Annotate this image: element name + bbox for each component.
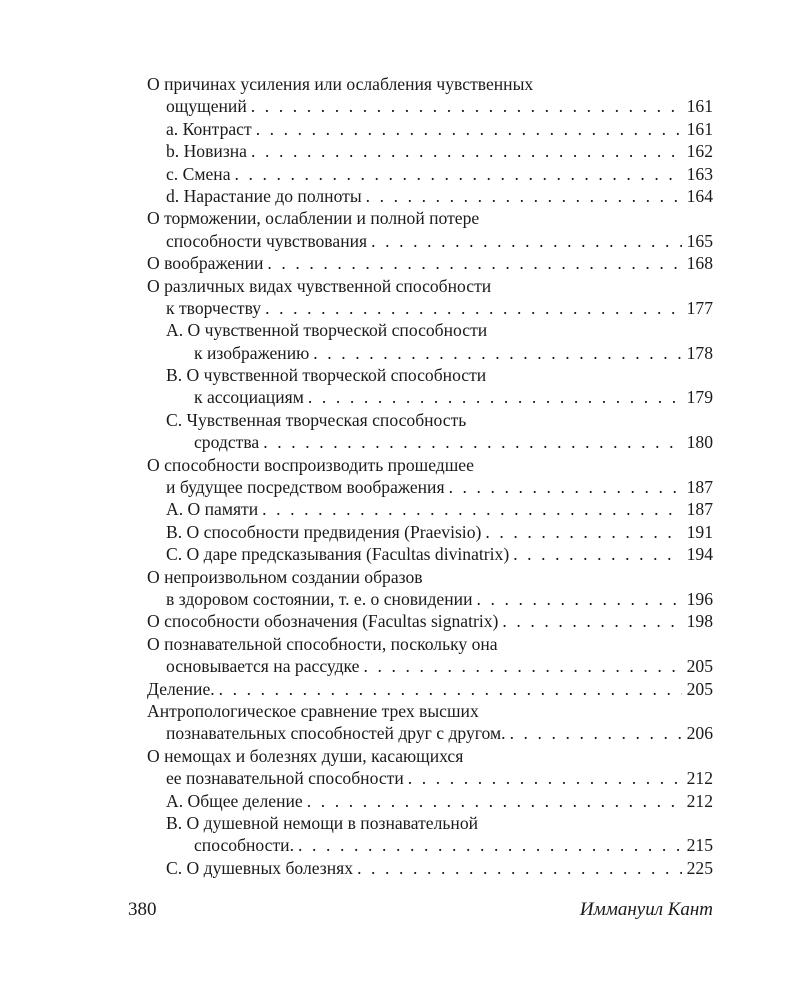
dot-leader (506, 722, 682, 744)
toc-entry-text: b. Новизна (166, 141, 247, 162)
toc-page-number: 180 (686, 432, 713, 453)
toc-line (147, 252, 713, 274)
dot-leader (367, 230, 682, 252)
page-number: 380 (128, 899, 157, 920)
toc-page-number: 161 (686, 96, 713, 117)
toc-entry-text: A. Общее деление (166, 790, 303, 811)
toc-entry-text: Антропологическое сравнение трех высших (147, 700, 479, 721)
toc-entry-text: способности чувствования (166, 230, 368, 251)
toc-entry-text: и будущее посредством воображения (166, 477, 445, 498)
toc-line (147, 588, 713, 610)
toc-entry-text: к изображению (194, 342, 310, 363)
toc-line (147, 230, 713, 252)
table-of-contents (147, 73, 713, 879)
dot-leader (247, 95, 682, 117)
toc-page-number: 178 (686, 342, 713, 363)
toc-entry-text: к творчеству (166, 297, 262, 318)
toc-line (147, 700, 713, 722)
dot-leader (359, 655, 682, 677)
dot-leader (404, 767, 682, 789)
dot-leader (304, 386, 682, 408)
toc-entry-text: способности. (194, 835, 294, 856)
toc-line (147, 857, 713, 879)
dot-leader (252, 118, 682, 140)
dot-leader (261, 297, 682, 319)
toc-line (147, 745, 713, 767)
toc-line (147, 431, 713, 453)
toc-page-number: 163 (686, 163, 713, 184)
toc-line (147, 722, 713, 744)
toc-page-number: 179 (686, 387, 713, 408)
dot-leader (445, 476, 682, 498)
toc-line (147, 521, 713, 543)
toc-page-number: 215 (686, 835, 713, 856)
toc-entry-text: C. Чувственная творческая способность (166, 409, 467, 430)
toc-entry-text: О торможении, ослаблении и полной потере (147, 208, 480, 229)
toc-line (147, 275, 713, 297)
toc-page-number: 191 (686, 521, 713, 542)
toc-page-number: 161 (686, 118, 713, 139)
dot-leader (362, 185, 682, 207)
toc-page-number: 164 (686, 185, 713, 206)
toc-line (147, 476, 713, 498)
toc-line (147, 364, 713, 386)
toc-entry-text: сродства (194, 432, 260, 453)
toc-line (147, 118, 713, 140)
toc-line (147, 73, 713, 95)
toc-page-number: 196 (686, 588, 713, 609)
dot-leader (353, 857, 682, 879)
toc-entry-text: О способности воспроизводить прошедшее (147, 454, 474, 475)
toc-line (147, 207, 713, 229)
toc-entry-text: к ассоциациям (194, 387, 304, 408)
toc-page-number: 168 (686, 253, 713, 274)
toc-page-number: 194 (686, 544, 713, 565)
toc-line (147, 543, 713, 565)
toc-page-number: 212 (686, 790, 713, 811)
toc-entry-text: в здоровом состоянии, т. е. о сновидении (166, 588, 473, 609)
toc-entry-text: О воображении (147, 253, 264, 274)
toc-line (147, 655, 713, 677)
toc-entry-text: c. Смена (166, 163, 231, 184)
toc-line (147, 834, 713, 856)
toc-entry-text: ощущений (166, 96, 247, 117)
dot-leader (498, 610, 682, 632)
toc-entry-text: Деление. (147, 678, 215, 699)
toc-line (147, 319, 713, 341)
toc-page-number: 198 (686, 611, 713, 632)
toc-line (147, 678, 713, 700)
toc-entry-text: О причинах усиления или ослабления чувственных (147, 74, 534, 94)
page-footer (128, 899, 713, 921)
toc-entry-text: A. О чувственной творческой способности (166, 320, 488, 341)
toc-entry-text: О непроизвольном создании образов (147, 566, 423, 587)
toc-line (147, 498, 713, 520)
toc-line (147, 790, 713, 812)
toc-page-number: 205 (686, 656, 713, 677)
toc-line (147, 342, 713, 364)
toc-line (147, 566, 713, 588)
toc-entry-text: B. О чувственной творческой способности (166, 365, 487, 386)
toc-entry-text: B. О душевной немощи в познавательной (166, 812, 479, 833)
toc-line (147, 812, 713, 834)
dot-leader (294, 834, 682, 856)
toc-entry-text: a. Контраст (166, 118, 252, 139)
toc-entry-text: B. О способности предвидения (Praevisio) (166, 521, 482, 542)
toc-entry-text: A. О памяти (166, 499, 259, 520)
toc-entry-text: C. О душевных болезнях (166, 857, 354, 878)
toc-entry-text: О познавательной способности, поскольку она (147, 633, 498, 654)
toc-line (147, 633, 713, 655)
running-author: Иммануил Кант (579, 899, 713, 920)
dot-leader (309, 342, 682, 364)
toc-entry-text: основывается на рассудке (166, 656, 360, 677)
toc-entry-text: О способности обозначения (Facultas signatrix) (147, 611, 499, 632)
toc-line (147, 140, 713, 162)
toc-page-number: 162 (686, 141, 713, 162)
toc-page-number: 225 (686, 857, 713, 878)
dot-leader (303, 790, 682, 812)
toc-line (147, 409, 713, 431)
toc-page-number: 205 (686, 678, 713, 699)
toc-entry-text: О немощах и болезнях души, касающихся (147, 745, 464, 766)
toc-line (147, 297, 713, 319)
dot-leader (472, 588, 682, 610)
toc-page-number: 187 (686, 477, 713, 498)
toc-line (147, 163, 713, 185)
toc-line (147, 767, 713, 789)
toc-entry-text: C. О даре предсказывания (Facultas divinatrix) (166, 544, 510, 565)
toc-line (147, 185, 713, 207)
dot-leader (258, 498, 682, 520)
toc-page-number: 177 (686, 297, 713, 318)
dot-leader (231, 163, 682, 185)
toc-entry-text: ее познавательной способности (166, 768, 404, 789)
toc-line (147, 386, 713, 408)
toc-entry-text: О различных видах чувственной способности (147, 275, 492, 296)
dot-leader (247, 140, 682, 162)
toc-line (147, 454, 713, 476)
dot-leader (263, 252, 682, 274)
dot-leader (259, 431, 682, 453)
toc-line (147, 95, 713, 117)
toc-page-number: 206 (686, 723, 713, 744)
toc-entry-text: познавательных способностей друг с другом. (166, 723, 506, 744)
toc-page-number: 165 (686, 230, 713, 251)
dot-leader (509, 543, 682, 565)
toc-entry-text: d. Нарастание до полноты (166, 185, 362, 206)
toc-page-number: 187 (686, 499, 713, 520)
toc-line (147, 610, 713, 632)
toc-page-number: 212 (686, 768, 713, 789)
dot-leader (215, 678, 682, 700)
dot-leader (481, 521, 682, 543)
